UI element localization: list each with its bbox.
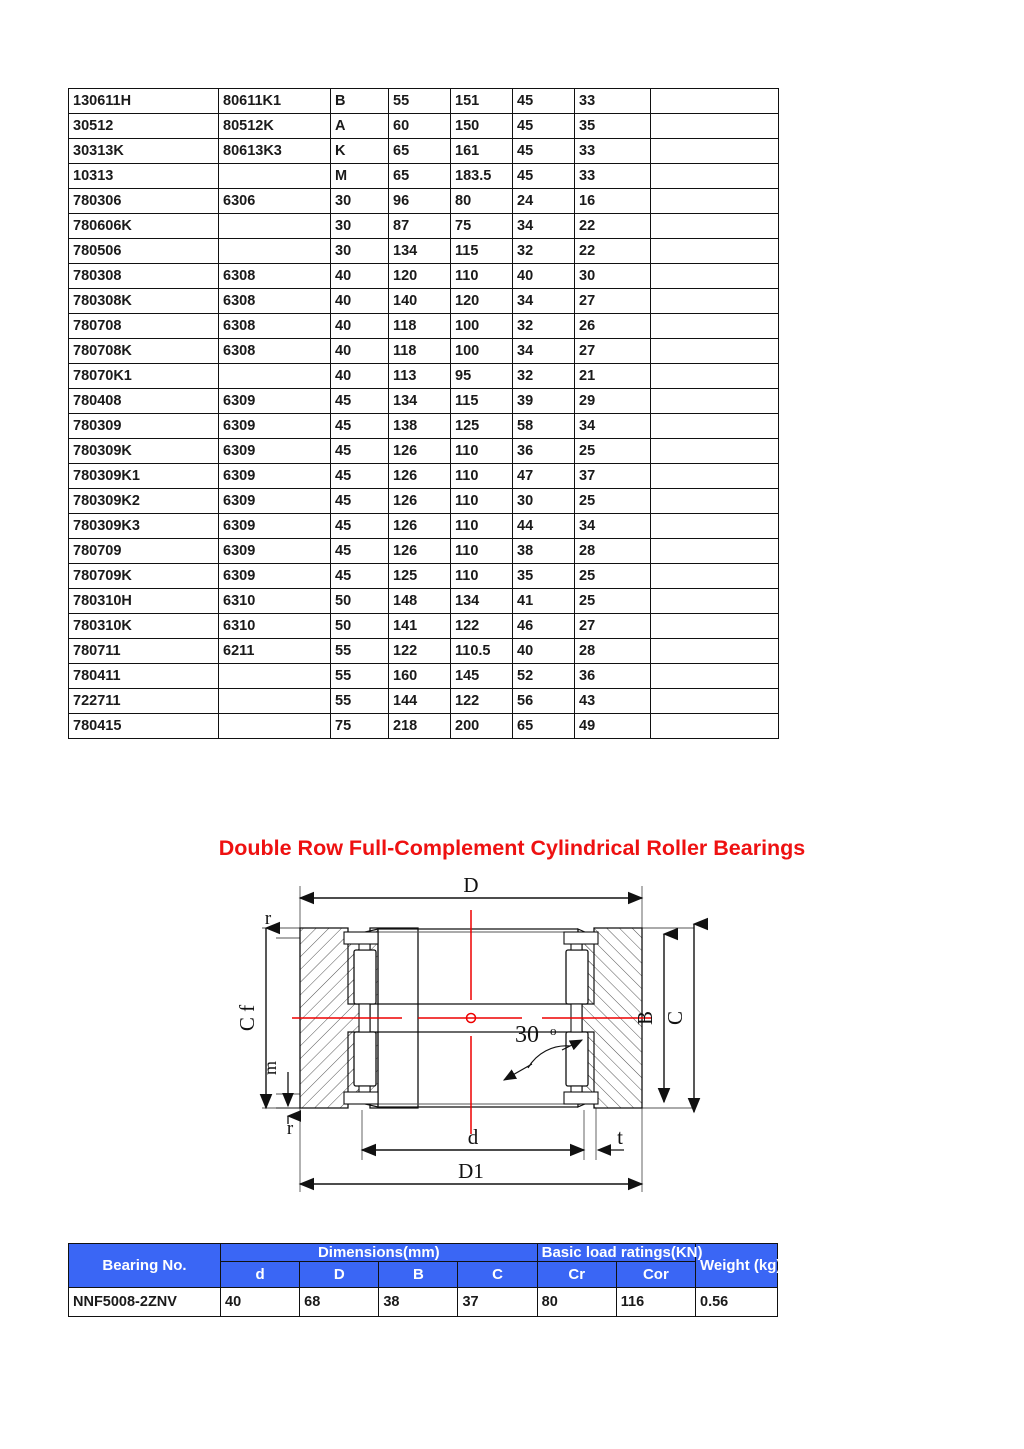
table-cell-part_no: 30313K [69,139,219,164]
subheader-cor: Cor [616,1262,695,1288]
diagram-label-r-top: r [264,908,272,929]
table-cell-note [651,514,779,539]
table-cell-C: 22 [575,214,651,239]
table-cell-code: 40 [331,314,389,339]
table-row [69,664,779,689]
table-cell-note [651,639,779,664]
table-row [69,239,779,264]
table-cell-B: 34 [513,339,575,364]
page-title: Double Row Full-Complement Cylindrical Roller Bearings [218,836,806,860]
table-cell-D: 150 [451,114,513,139]
table-cell-D: 95 [451,364,513,389]
table-row [69,714,779,739]
table-cell-code: 30 [331,239,389,264]
table-cell-part_no: 780708 [69,314,219,339]
bearing-dimension-table-body [69,1288,778,1317]
table-cell-code: 45 [331,564,389,589]
table-cell-Cor: 116 [616,1288,695,1317]
table-cell-B: 34 [513,214,575,239]
table-cell-B: 45 [513,89,575,114]
table-cell-part_no: 780310H [69,589,219,614]
table-cell-part_no: 780308 [69,264,219,289]
table-cell-d: 55 [389,89,451,114]
table-row [69,614,779,639]
table-cell-code: 75 [331,714,389,739]
table-cell-code: B [331,89,389,114]
table-header-row-primary [69,1244,778,1262]
table-cell-note [651,539,779,564]
table-cell-note [651,239,779,264]
table-cell-part_no: 780408 [69,389,219,414]
table-cell-B: 38 [379,1288,458,1317]
table-cell-part_no: 780711 [69,639,219,664]
table-cell-part_no: 30512 [69,114,219,139]
diagram-label-m: m [260,1060,280,1076]
table-row [69,339,779,364]
diagram-label-Cf: C f [235,1004,259,1032]
table-cell-part_no: 780309K3 [69,514,219,539]
table-cell-d: 134 [389,239,451,264]
table-cell-d: 126 [389,439,451,464]
table-cell-part_no: 780708K [69,339,219,364]
table-cell-B: 45 [513,164,575,189]
table-cell-C: 33 [575,89,651,114]
table-cell-C: 43 [575,689,651,714]
table-cell-d: 148 [389,589,451,614]
table-cell-d: 120 [389,264,451,289]
table-cell-code: 45 [331,414,389,439]
table-cell-d: 87 [389,214,451,239]
table-cell-B: 46 [513,614,575,639]
table-cell-equivalent_no [219,164,331,189]
table-cell-note [651,714,779,739]
table-cell-D: 161 [451,139,513,164]
table-cell-d: 113 [389,364,451,389]
table-cell-B: 30 [513,489,575,514]
table-cell-part_no: 130611H [69,89,219,114]
subheader-b: B [379,1262,458,1288]
table-cell-d: 125 [389,564,451,589]
diagram-label-B: B [633,1010,657,1026]
table-cell-B: 58 [513,414,575,439]
table-cell-C: 27 [575,339,651,364]
table-cell-equivalent_no: 6309 [219,464,331,489]
table-cell-B: 38 [513,539,575,564]
table-cell-code: 45 [331,489,389,514]
table-cell-equivalent_no: 6211 [219,639,331,664]
table-cell-part_no: 780309K [69,439,219,464]
table-row [69,389,779,414]
table-cell-part_no: 780309 [69,414,219,439]
table-row [69,439,779,464]
table-cell-D: 110.5 [451,639,513,664]
subheader-d: D [300,1262,379,1288]
table-cell-B: 56 [513,689,575,714]
table-cell-d: 218 [389,714,451,739]
table-cell-equivalent_no: 6309 [219,439,331,464]
table-cell-d: 65 [389,164,451,189]
table-cell-D: 151 [451,89,513,114]
table-cell-D: 80 [451,189,513,214]
table-cell-equivalent_no: 6310 [219,589,331,614]
table-cell-B: 39 [513,389,575,414]
table-row [69,1288,778,1317]
table-cell-D: 110 [451,514,513,539]
table-cell-B: 24 [513,189,575,214]
table-cell-code: 55 [331,689,389,714]
table-cell-note [651,189,779,214]
table-cell-B: 40 [513,264,575,289]
bearing-spec-table-body [69,89,779,739]
table-cell-D: 145 [451,664,513,689]
table-cell-B: 34 [513,289,575,314]
table-cell-C: 25 [575,589,651,614]
table-cell-C: 33 [575,164,651,189]
table-cell-equivalent_no: 6308 [219,314,331,339]
table-cell-D: 115 [451,389,513,414]
table-row [69,114,779,139]
table-cell-C: 49 [575,714,651,739]
table-cell-D: 120 [451,289,513,314]
table-cell-B: 32 [513,314,575,339]
table-cell-C: 26 [575,314,651,339]
table-cell-B: 52 [513,664,575,689]
bearing-dimension-table [68,1243,782,1317]
table-cell-C: 33 [575,139,651,164]
table-cell-d: 122 [389,639,451,664]
table-cell-Cr: 80 [537,1288,616,1317]
table-cell-equivalent_no: 6308 [219,264,331,289]
table-cell-d: 60 [389,114,451,139]
subheader-cr: Cr [537,1262,616,1288]
table-cell-C: 27 [575,614,651,639]
table-cell-note [651,364,779,389]
table-cell-D: 68 [300,1288,379,1317]
table-cell-equivalent_no [219,364,331,389]
table-row [69,289,779,314]
table-cell-B: 40 [513,639,575,664]
header-basic-load-ratings: Basic load ratings(KN) [537,1244,695,1262]
table-cell-C: 25 [575,564,651,589]
table-cell-equivalent_no [219,714,331,739]
table-cell-D: 110 [451,564,513,589]
table-cell-d: 126 [389,489,451,514]
table-cell-part_no: 780506 [69,239,219,264]
diagram-label-t: t [617,1125,623,1149]
table-cell-C: 29 [575,389,651,414]
table-cell-D: 110 [451,489,513,514]
table-row [69,464,779,489]
table-cell-equivalent_no: 6309 [219,389,331,414]
table-cell-equivalent_no: 80611K1 [219,89,331,114]
table-row [69,414,779,439]
table-row [69,689,779,714]
table-row [69,139,779,164]
table-cell-D: 100 [451,339,513,364]
table-cell-equivalent_no: 6306 [219,189,331,214]
table-row [69,164,779,189]
table-cell-d: 160 [389,664,451,689]
table-cell-code: 55 [331,664,389,689]
table-cell-d: 126 [389,464,451,489]
table-row [69,564,779,589]
table-row [69,189,779,214]
table-cell-code: 45 [331,539,389,564]
subheader-c: C [458,1262,537,1288]
table-cell-code: 40 [331,289,389,314]
table-cell-note [651,139,779,164]
table-cell-code: A [331,114,389,139]
table-cell-bearing_no: NNF5008-2ZNV [69,1288,221,1317]
table-cell-note [651,114,779,139]
table-cell-note [651,339,779,364]
table-cell-code: 40 [331,364,389,389]
bearing-dimension-table-head [69,1244,782,1288]
table-cell-D: 200 [451,714,513,739]
table-cell-B: 35 [513,564,575,589]
table-cell-B: 41 [513,589,575,614]
diagram-label-D: D [463,873,479,897]
table-cell-equivalent_no: 6309 [219,414,331,439]
table-cell-equivalent_no [219,689,331,714]
table-cell-code: M [331,164,389,189]
bearing-cross-section-diagram [232,872,752,1212]
diagram-label-r-bottom: r [286,1118,294,1139]
table-cell-part_no: 78070K1 [69,364,219,389]
table-cell-code: 40 [331,339,389,364]
table-cell-equivalent_no: 6309 [219,564,331,589]
table-cell-part_no: 722711 [69,689,219,714]
header-weight: Weight (kg) [696,1244,778,1288]
table-cell-B: 45 [513,114,575,139]
table-cell-part_no: 780310K [69,614,219,639]
table-cell-note [651,89,779,114]
bearing-spec-table-container [68,88,778,739]
table-cell-part_no: 780309K1 [69,464,219,489]
table-cell-note [651,489,779,514]
table-cell-C: 35 [575,114,651,139]
table-cell-note [651,164,779,189]
table-cell-equivalent_no: 6310 [219,614,331,639]
table-cell-note [651,264,779,289]
table-cell-equivalent_no: 6309 [219,514,331,539]
table-cell-part_no: 10313 [69,164,219,189]
table-cell-d: 134 [389,389,451,414]
table-cell-d: 140 [389,289,451,314]
table-row [69,539,779,564]
table-cell-note [651,214,779,239]
table-cell-B: 32 [513,239,575,264]
table-row [69,214,779,239]
table-row [69,264,779,289]
table-cell-code: 30 [331,189,389,214]
table-cell-part_no: 780306 [69,189,219,214]
table-cell-C: 25 [575,489,651,514]
table-cell-C: 21 [575,364,651,389]
table-cell-B: 32 [513,364,575,389]
bearing-spec-table [68,88,779,739]
table-cell-D: 110 [451,439,513,464]
table-cell-note [651,664,779,689]
table-cell-D: 110 [451,264,513,289]
table-cell-equivalent_no: 6309 [219,539,331,564]
diagram-label-angle-unit: o [550,1023,557,1038]
table-cell-C: 37 [458,1288,537,1317]
table-cell-code: 30 [331,214,389,239]
header-bearing-no: Bearing No. [69,1244,221,1288]
bearing-dimension-table-container [68,1243,782,1317]
table-cell-C: 34 [575,414,651,439]
table-cell-code: K [331,139,389,164]
table-cell-C: 16 [575,189,651,214]
table-cell-part_no: 780308K [69,289,219,314]
header-dimensions: Dimensions(mm) [221,1244,538,1262]
table-cell-code: 45 [331,439,389,464]
table-cell-code: 50 [331,589,389,614]
table-cell-d: 65 [389,139,451,164]
table-cell-B: 44 [513,514,575,539]
table-cell-C: 27 [575,289,651,314]
table-cell-part_no: 780709K [69,564,219,589]
table-cell-C: 30 [575,264,651,289]
table-cell-C: 37 [575,464,651,489]
table-cell-D: 122 [451,614,513,639]
table-cell-weight: 0.56 [696,1288,778,1317]
table-cell-note [651,464,779,489]
table-cell-equivalent_no: 6309 [219,489,331,514]
table-cell-B: 45 [513,139,575,164]
table-cell-D: 183.5 [451,164,513,189]
table-cell-note [651,439,779,464]
table-cell-note [651,689,779,714]
table-cell-equivalent_no [219,664,331,689]
table-cell-code: 45 [331,514,389,539]
table-cell-note [651,289,779,314]
table-cell-d: 126 [389,539,451,564]
table-cell-C: 28 [575,539,651,564]
table-cell-D: 110 [451,464,513,489]
table-cell-C: 22 [575,239,651,264]
table-cell-C: 36 [575,664,651,689]
table-cell-code: 40 [331,264,389,289]
table-cell-B: 65 [513,714,575,739]
table-cell-note [651,314,779,339]
table-cell-D: 110 [451,539,513,564]
table-cell-D: 115 [451,239,513,264]
table-cell-D: 75 [451,214,513,239]
table-cell-note [651,589,779,614]
table-cell-d: 144 [389,689,451,714]
table-cell-note [651,389,779,414]
table-row [69,514,779,539]
table-row [69,589,779,614]
table-cell-code: 55 [331,639,389,664]
table-cell-equivalent_no [219,214,331,239]
table-cell-part_no: 780709 [69,539,219,564]
diagram-label-angle: 30 [515,1022,539,1048]
table-cell-d: 126 [389,514,451,539]
table-cell-note [651,414,779,439]
table-cell-code: 50 [331,614,389,639]
table-cell-code: 45 [331,389,389,414]
diagram-label-d: d [467,1125,479,1149]
table-cell-equivalent_no: 80613K3 [219,139,331,164]
table-cell-D: 100 [451,314,513,339]
table-cell-equivalent_no [219,239,331,264]
diagram-label-C: C [663,1010,687,1026]
table-cell-equivalent_no: 80512K [219,114,331,139]
table-row [69,639,779,664]
table-cell-d: 118 [389,314,451,339]
table-cell-D: 125 [451,414,513,439]
table-row [69,364,779,389]
table-cell-d: 118 [389,339,451,364]
table-cell-d: 96 [389,189,451,214]
table-row [69,314,779,339]
table-cell-equivalent_no: 6308 [219,339,331,364]
table-cell-C: 25 [575,439,651,464]
table-cell-part_no: 780411 [69,664,219,689]
table-cell-B: 36 [513,439,575,464]
subheader-d: d [221,1262,300,1288]
diagram-label-D1: D1 [458,1159,484,1183]
table-cell-part_no: 780606K [69,214,219,239]
table-cell-part_no: 780415 [69,714,219,739]
table-cell-d: 138 [389,414,451,439]
table-cell-part_no: 780309K2 [69,489,219,514]
table-cell-equivalent_no: 6308 [219,289,331,314]
table-cell-d: 141 [389,614,451,639]
table-cell-C: 34 [575,514,651,539]
table-cell-d: 40 [221,1288,300,1317]
table-cell-B: 47 [513,464,575,489]
table-cell-code: 45 [331,464,389,489]
table-cell-D: 122 [451,689,513,714]
table-cell-C: 28 [575,639,651,664]
table-cell-note [651,564,779,589]
table-row [69,89,779,114]
table-row [69,489,779,514]
table-cell-note [651,614,779,639]
table-cell-D: 134 [451,589,513,614]
